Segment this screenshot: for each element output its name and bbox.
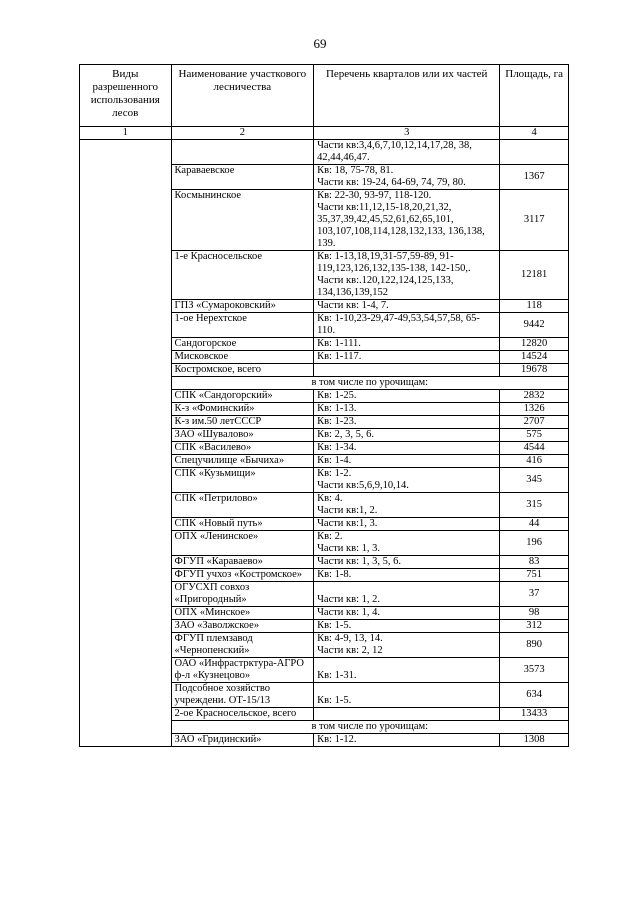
area-cell: 575 bbox=[500, 429, 569, 442]
usage-type-cell bbox=[80, 633, 172, 658]
table-row bbox=[80, 251, 569, 300]
area-cell: 12820 bbox=[500, 338, 569, 351]
forestry-name-cell bbox=[171, 620, 314, 633]
table-row bbox=[80, 493, 569, 518]
forestry-name-cell bbox=[171, 390, 314, 403]
quarters-text bbox=[317, 582, 496, 594]
quarters-text: Кв: 2, 3, 5, 6. bbox=[317, 429, 374, 440]
area-cell: 2707 bbox=[500, 416, 569, 429]
quarters-text: Кв: 1-8. bbox=[317, 569, 352, 580]
forestry-name-text: СПК «Василево» bbox=[174, 442, 252, 453]
quarters-text: Части кв:11,12,15-18,20,21,32, 35,37,39,42,45,52,61,62,65,101, 103,107,108,114,128,132,133, 136,138, 139. bbox=[317, 202, 488, 249]
quarters-text: Кв: 1-34. bbox=[317, 442, 357, 453]
table-row bbox=[80, 455, 569, 468]
quarters-text: Части кв: 1, 4. bbox=[317, 607, 381, 618]
col-number-3: 3 bbox=[314, 127, 500, 140]
forestry-name-cell bbox=[171, 140, 314, 165]
forestry-name-text: Спецучилище «Бычиха» bbox=[174, 455, 285, 466]
table-row bbox=[80, 620, 569, 633]
forestry-name-cell bbox=[171, 403, 314, 416]
table-row bbox=[80, 429, 569, 442]
forestry-name-cell bbox=[171, 556, 314, 569]
quarters-cell bbox=[314, 351, 500, 364]
col-number-2: 2 bbox=[171, 127, 314, 140]
quarters-cell bbox=[314, 518, 500, 531]
forestry-name-cell bbox=[171, 531, 314, 556]
forestry-name-cell bbox=[171, 518, 314, 531]
usage-type-cell bbox=[80, 351, 172, 364]
quarters-text: Кв: 1-4. bbox=[317, 455, 352, 466]
table-row bbox=[80, 683, 569, 708]
subsection-label: в том числе по урочищам: bbox=[171, 377, 568, 390]
quarters-text: Кв: 2. bbox=[317, 531, 343, 542]
usage-type-cell bbox=[80, 300, 172, 313]
col-number-1: 1 bbox=[80, 127, 172, 140]
area-cell: 83 bbox=[500, 556, 569, 569]
forestry-name-cell bbox=[171, 190, 314, 251]
area-cell: 44 bbox=[500, 518, 569, 531]
quarters-cell bbox=[314, 556, 500, 569]
table-row bbox=[80, 351, 569, 364]
area-cell: 4544 bbox=[500, 442, 569, 455]
forestry-name-cell bbox=[171, 493, 314, 518]
forestry-name-cell bbox=[171, 658, 314, 683]
header-quarters-list: Перечень кварталов или их частей bbox=[314, 65, 500, 127]
table-row bbox=[80, 582, 569, 607]
usage-type-cell bbox=[80, 165, 172, 190]
quarters-cell bbox=[314, 364, 500, 377]
usage-type-cell bbox=[80, 442, 172, 455]
usage-type-cell bbox=[80, 658, 172, 683]
quarters-text: Кв: 22-30, 93-97, 118-120. bbox=[317, 190, 432, 201]
quarters-text bbox=[317, 658, 496, 670]
quarters-text: Кв: 1-23. bbox=[317, 416, 357, 427]
area-cell: 416 bbox=[500, 455, 569, 468]
usage-type-cell bbox=[80, 403, 172, 416]
forestry-name-cell bbox=[171, 683, 314, 708]
quarters-text: Кв: 1-117. bbox=[317, 351, 362, 362]
usage-type-cell bbox=[80, 683, 172, 708]
forestry-name-cell bbox=[171, 708, 314, 721]
forestry-name-cell bbox=[171, 633, 314, 658]
table-row bbox=[80, 416, 569, 429]
area-cell: 19678 bbox=[500, 364, 569, 377]
forestry-name-text: СПК «Сандогорский» bbox=[174, 390, 273, 401]
quarters-text: Кв: 1-31. bbox=[317, 670, 357, 681]
forestry-name-text: ЗАО «Заволжское» bbox=[174, 620, 260, 631]
usage-type-cell bbox=[80, 708, 172, 721]
col-number-4: 4 bbox=[500, 127, 569, 140]
quarters-cell bbox=[314, 455, 500, 468]
area-cell: 37 bbox=[500, 582, 569, 607]
area-cell: 751 bbox=[500, 569, 569, 582]
area-cell: 3117 bbox=[500, 190, 569, 251]
forestry-name-cell bbox=[171, 582, 314, 607]
forestry-name-cell bbox=[171, 607, 314, 620]
forestry-name-text: ОАО «Инфрастрктура-АГРО ф-л «Кузнецово» bbox=[174, 658, 307, 681]
area-cell: 315 bbox=[500, 493, 569, 518]
quarters-cell bbox=[314, 416, 500, 429]
usage-type-cell bbox=[80, 569, 172, 582]
header-area: Площадь, га bbox=[500, 65, 569, 127]
quarters-text: Части кв: 1, 2. bbox=[317, 594, 381, 605]
quarters-cell bbox=[314, 313, 500, 338]
quarters-text: Кв: 1-5. bbox=[317, 620, 352, 631]
forestry-name-cell bbox=[171, 734, 314, 747]
quarters-text: Кв: 1-13,18,19,31-57,59-89, 91-119,123,126,132,135-138, 142-150,. bbox=[317, 251, 471, 274]
area-cell: 345 bbox=[500, 468, 569, 493]
area-cell: 14524 bbox=[500, 351, 569, 364]
forestry-name-text: Подсобное хозяйство учреждени. ОТ-15/13 bbox=[174, 683, 273, 706]
quarters-text: Части кв:.120,122,124,125,133, 134,136,139,152 bbox=[317, 275, 457, 298]
quarters-text: Кв: 4. bbox=[317, 493, 343, 504]
forestry-name-cell bbox=[171, 429, 314, 442]
quarters-text: Кв: 1-25. bbox=[317, 390, 357, 401]
table-row bbox=[80, 658, 569, 683]
quarters-cell bbox=[314, 140, 500, 165]
forestry-name-cell bbox=[171, 251, 314, 300]
quarters-cell bbox=[314, 403, 500, 416]
quarters-cell bbox=[314, 633, 500, 658]
table-row bbox=[80, 607, 569, 620]
quarters-text: Кв: 4-9, 13, 14. bbox=[317, 633, 383, 644]
usage-type-cell bbox=[80, 416, 172, 429]
area-cell: 9442 bbox=[500, 313, 569, 338]
forestry-name-text: 1-е Красносельское bbox=[174, 251, 263, 262]
area-cell: 13433 bbox=[500, 708, 569, 721]
header-forestry-name: Наименование участкового лесничества bbox=[171, 65, 314, 127]
table-row bbox=[80, 734, 569, 747]
table-row bbox=[80, 633, 569, 658]
usage-type-cell bbox=[80, 377, 172, 390]
usage-type-cell bbox=[80, 734, 172, 747]
quarters-text: Кв: 1-12. bbox=[317, 734, 357, 745]
header-row bbox=[80, 65, 569, 127]
page-number: 69 bbox=[313, 36, 327, 51]
usage-type-cell bbox=[80, 620, 172, 633]
forestry-name-text: ОПХ «Минское» bbox=[174, 607, 251, 618]
forestry-name-cell bbox=[171, 569, 314, 582]
table-row bbox=[80, 708, 569, 721]
forestry-name-text: СПК «Петрилово» bbox=[174, 493, 258, 504]
forestry-name-text: К-з «Фоминский» bbox=[174, 403, 255, 414]
table-row bbox=[80, 721, 569, 734]
usage-type-cell bbox=[80, 493, 172, 518]
quarters-cell bbox=[314, 569, 500, 582]
forestry-name-text: ОГУСХП совхоз «Пригородный» bbox=[174, 582, 252, 605]
forestry-name-text: ГПЗ «Сумароковский» bbox=[174, 300, 276, 311]
table-row bbox=[80, 518, 569, 531]
forestry-name-text: СПК «Кузьмищи» bbox=[174, 468, 256, 479]
quarters-text: Кв: 1-2. bbox=[317, 468, 352, 479]
quarters-cell bbox=[314, 468, 500, 493]
area-cell: 1308 bbox=[500, 734, 569, 747]
table-row bbox=[80, 300, 569, 313]
quarters-text: Части кв: 2, 12 bbox=[317, 645, 383, 656]
quarters-cell bbox=[314, 620, 500, 633]
quarters-cell bbox=[314, 607, 500, 620]
usage-type-cell bbox=[80, 468, 172, 493]
forestry-name-text: ФГУП «Каравaево» bbox=[174, 556, 263, 567]
usage-type-cell bbox=[80, 364, 172, 377]
forestry-name-text: ЗАО «Шувалово» bbox=[174, 429, 254, 440]
quarters-text bbox=[317, 683, 496, 695]
area-cell: 2832 bbox=[500, 390, 569, 403]
quarters-text: Части кв:1, 3. bbox=[317, 518, 378, 529]
forestry-name-cell bbox=[171, 442, 314, 455]
area-cell: 1367 bbox=[500, 165, 569, 190]
forestry-name-cell bbox=[171, 300, 314, 313]
table-row bbox=[80, 468, 569, 493]
table-row bbox=[80, 442, 569, 455]
area-cell: 12181 bbox=[500, 251, 569, 300]
quarters-cell bbox=[314, 300, 500, 313]
area-cell: 1326 bbox=[500, 403, 569, 416]
usage-type-cell bbox=[80, 556, 172, 569]
table-row bbox=[80, 377, 569, 390]
table-row bbox=[80, 556, 569, 569]
quarters-cell bbox=[314, 390, 500, 403]
usage-type-cell bbox=[80, 190, 172, 251]
quarters-cell bbox=[314, 442, 500, 455]
quarters-text: Части кв:1, 2. bbox=[317, 505, 378, 516]
forest-table bbox=[79, 64, 569, 747]
forestry-name-text: К-з им.50 летСССР bbox=[174, 416, 262, 427]
forestry-name-text: ФГУП племзавод «Чернопенский» bbox=[174, 633, 256, 656]
forestry-name-text: Каравaевское bbox=[174, 165, 235, 176]
header-usage-types: Виды разрешенного использования лесов bbox=[80, 65, 172, 127]
usage-type-cell bbox=[80, 140, 172, 165]
quarters-cell bbox=[314, 734, 500, 747]
forestry-name-cell bbox=[171, 364, 314, 377]
usage-type-cell bbox=[80, 251, 172, 300]
quarters-cell bbox=[314, 531, 500, 556]
forestry-name-cell bbox=[171, 468, 314, 493]
forestry-name-text: Мисковское bbox=[174, 351, 229, 362]
quarters-text: Части кв: 1, 3. bbox=[317, 543, 381, 554]
quarters-text: Части кв: 19-24, 64-69, 74, 79, 80. bbox=[317, 177, 466, 188]
subsection-label: в том числе по урочищам: bbox=[171, 721, 568, 734]
table-row bbox=[80, 403, 569, 416]
usage-type-cell bbox=[80, 531, 172, 556]
quarters-text: Кв: 1-5. bbox=[317, 695, 352, 706]
forestry-name-cell bbox=[171, 165, 314, 190]
forestry-name-cell bbox=[171, 313, 314, 338]
quarters-cell bbox=[314, 429, 500, 442]
area-cell: 634 bbox=[500, 683, 569, 708]
usage-type-cell bbox=[80, 455, 172, 468]
forestry-name-text: ФГУП учхоз «Костромское» bbox=[174, 569, 303, 580]
quarters-text: Кв: 1-13. bbox=[317, 403, 357, 414]
area-cell bbox=[500, 140, 569, 165]
usage-type-cell bbox=[80, 313, 172, 338]
quarters-cell bbox=[314, 251, 500, 300]
table-body bbox=[80, 140, 569, 747]
quarters-text bbox=[317, 708, 496, 720]
table-row bbox=[80, 364, 569, 377]
quarters-text: Части кв: 1-4, 7. bbox=[317, 300, 389, 311]
usage-type-cell bbox=[80, 390, 172, 403]
usage-type-cell bbox=[80, 429, 172, 442]
quarters-cell bbox=[314, 658, 500, 683]
quarters-cell bbox=[314, 165, 500, 190]
area-cell: 98 bbox=[500, 607, 569, 620]
forestry-name-cell bbox=[171, 416, 314, 429]
forestry-name-text bbox=[175, 140, 311, 152]
area-cell: 118 bbox=[500, 300, 569, 313]
quarters-cell bbox=[314, 582, 500, 607]
table-row bbox=[80, 190, 569, 251]
forestry-name-text: ОПХ «Ленинское» bbox=[174, 531, 259, 542]
forestry-name-text: Космынинское bbox=[174, 190, 242, 201]
quarters-text: Кв: 1-10,23-29,47-49,53,54,57,58, 65-110. bbox=[317, 313, 480, 336]
forestry-name-text: 1-ое Нерехтское bbox=[174, 313, 247, 324]
table-row bbox=[80, 531, 569, 556]
forestry-name-cell bbox=[171, 338, 314, 351]
forestry-name-text: Сандогорское bbox=[174, 338, 237, 349]
quarters-text: Кв: 1-111. bbox=[317, 338, 361, 349]
forestry-name-text: 2-ое Красносельское, всего bbox=[174, 708, 297, 719]
area-cell: 196 bbox=[500, 531, 569, 556]
quarters-text: Части кв: 1, 3, 5, 6. bbox=[317, 556, 402, 567]
quarters-text: Части кв:3,4,6,7,10,12,14,17,28, 38, 42,44,46,47. bbox=[317, 140, 475, 163]
forestry-name-text: СПК «Новый путь» bbox=[174, 518, 263, 529]
table-row bbox=[80, 313, 569, 338]
usage-type-cell bbox=[80, 607, 172, 620]
quarters-text: Части кв:5,6,9,10,14. bbox=[317, 480, 409, 491]
table-row bbox=[80, 338, 569, 351]
usage-type-cell bbox=[80, 338, 172, 351]
area-cell: 312 bbox=[500, 620, 569, 633]
table-row bbox=[80, 165, 569, 190]
column-numbers-row bbox=[80, 127, 569, 140]
quarters-text: Кв: 18, 75-78, 81. bbox=[317, 165, 394, 176]
table-row bbox=[80, 390, 569, 403]
forestry-name-text: Костромское, всего bbox=[174, 364, 262, 375]
area-cell: 890 bbox=[500, 633, 569, 658]
quarters-text bbox=[317, 364, 496, 376]
forestry-name-text: ЗАО «Гридинский» bbox=[174, 734, 262, 745]
area-cell: 3573 bbox=[500, 658, 569, 683]
quarters-cell bbox=[314, 493, 500, 518]
table-row bbox=[80, 569, 569, 582]
quarters-cell bbox=[314, 683, 500, 708]
usage-type-cell bbox=[80, 582, 172, 607]
quarters-cell bbox=[314, 190, 500, 251]
usage-type-cell bbox=[80, 518, 172, 531]
table-row bbox=[80, 140, 569, 165]
forestry-name-cell bbox=[171, 455, 314, 468]
usage-type-cell bbox=[80, 721, 172, 734]
quarters-cell bbox=[314, 708, 500, 721]
forestry-name-cell bbox=[171, 351, 314, 364]
quarters-cell bbox=[314, 338, 500, 351]
